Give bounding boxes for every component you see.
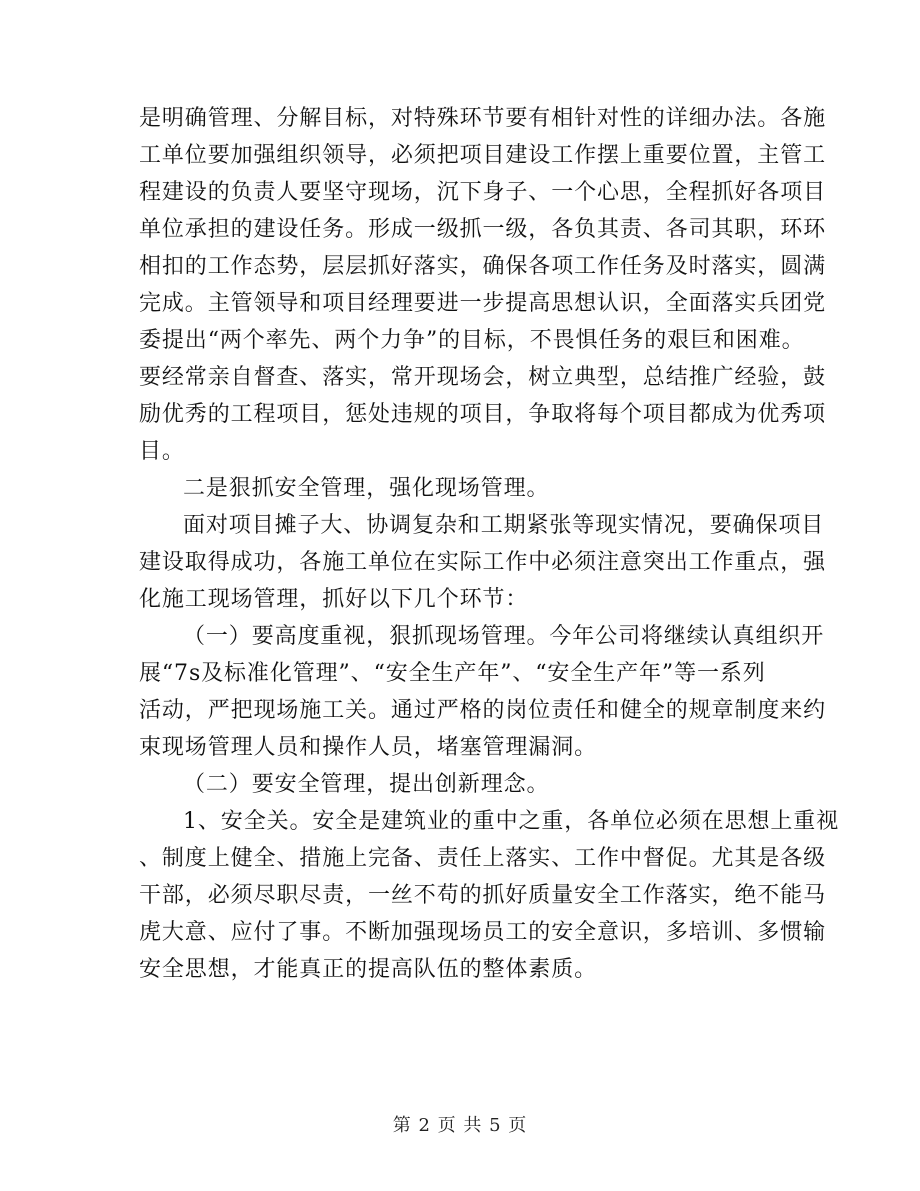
subsection-heading: （二）要安全管理，提出创新理念。 [183, 772, 550, 797]
text-line: 完成。主管领导和项目经理要进一步提高思想认识，全面落实兵团党 [139, 291, 827, 316]
text-line: 相扣的工作态势，层层抓好落实，确保各项工作任务及时落实，圆满 [139, 254, 827, 279]
text-line: 安全思想，才能真正的提高队伍的整体素质。 [139, 957, 598, 982]
section-heading: 二是狠抓安全管理，强化现场管理。 [183, 476, 550, 501]
text-line: 1、安全关。安全是建筑业的重中之重，各单位必须在思想上重视 [183, 809, 840, 834]
document-body [139, 100, 840, 988]
text-line: 活动，严把现场施工关。通过严格的岗位责任和健全的规章制度来约 [139, 698, 827, 723]
text-line: 工单位要加强组织领导，必须把项目建设工作摆上重要位置，主管工 [139, 143, 827, 168]
text-line: 是明确管理、分解目标，对特殊环节要有相针对性的详细办法。各施 [139, 106, 827, 131]
text-line: 励优秀的工程项目，惩处违规的项目，争取将每个项目都成为优秀项 [139, 402, 827, 427]
text-line: 干部，必须尽职尽责，一丝不苟的抓好质量安全工作落实，绝不能马 [139, 883, 827, 908]
text-line: 束现场管理人员和操作人员，堵塞管理漏洞。 [139, 735, 598, 760]
text-line: 虎大意、应付了事。不断加强现场员工的安全意识，多培训、多惯输 [139, 920, 827, 945]
text-line: 建设取得成功，各施工单位在实际工作中必须注意突出工作重点，强 [139, 550, 827, 575]
text-line: 、制度上健全、措施上完备、责任上落实、工作中督促。尤其是各级 [139, 846, 827, 871]
text-line: 面对项目摊子大、协调复杂和工期紧张等现实情况，要确保项目 [183, 513, 825, 538]
text-line: 化施工现场管理，抓好以下几个环节： [139, 587, 529, 612]
subsection-line: （一）要高度重视，狠抓现场管理。今年公司将继续认真组织开 [183, 624, 825, 649]
text-line: 展“7s及标准化管理”、“安全生产年”、“安全生产年”等一系列 [139, 661, 766, 686]
text-line: 要经常亲自督查、落实，常开现场会，树立典型，总结推广经验，鼓 [139, 365, 827, 390]
page-number-footer: 第 2 页 共 5 页 [392, 1115, 528, 1136]
text-line: 目。 [139, 439, 185, 464]
text-line: 委提出“两个率先、两个力争”的目标，不畏惧任务的艰巨和困难。 [139, 328, 805, 353]
text-line: 程建设的负责人要坚守现场，沉下身子、一个心思，全程抓好各项目 [139, 180, 827, 205]
text-line: 单位承担的建设任务。形成一级抓一级，各负其责、各司其职，环环 [139, 217, 827, 242]
